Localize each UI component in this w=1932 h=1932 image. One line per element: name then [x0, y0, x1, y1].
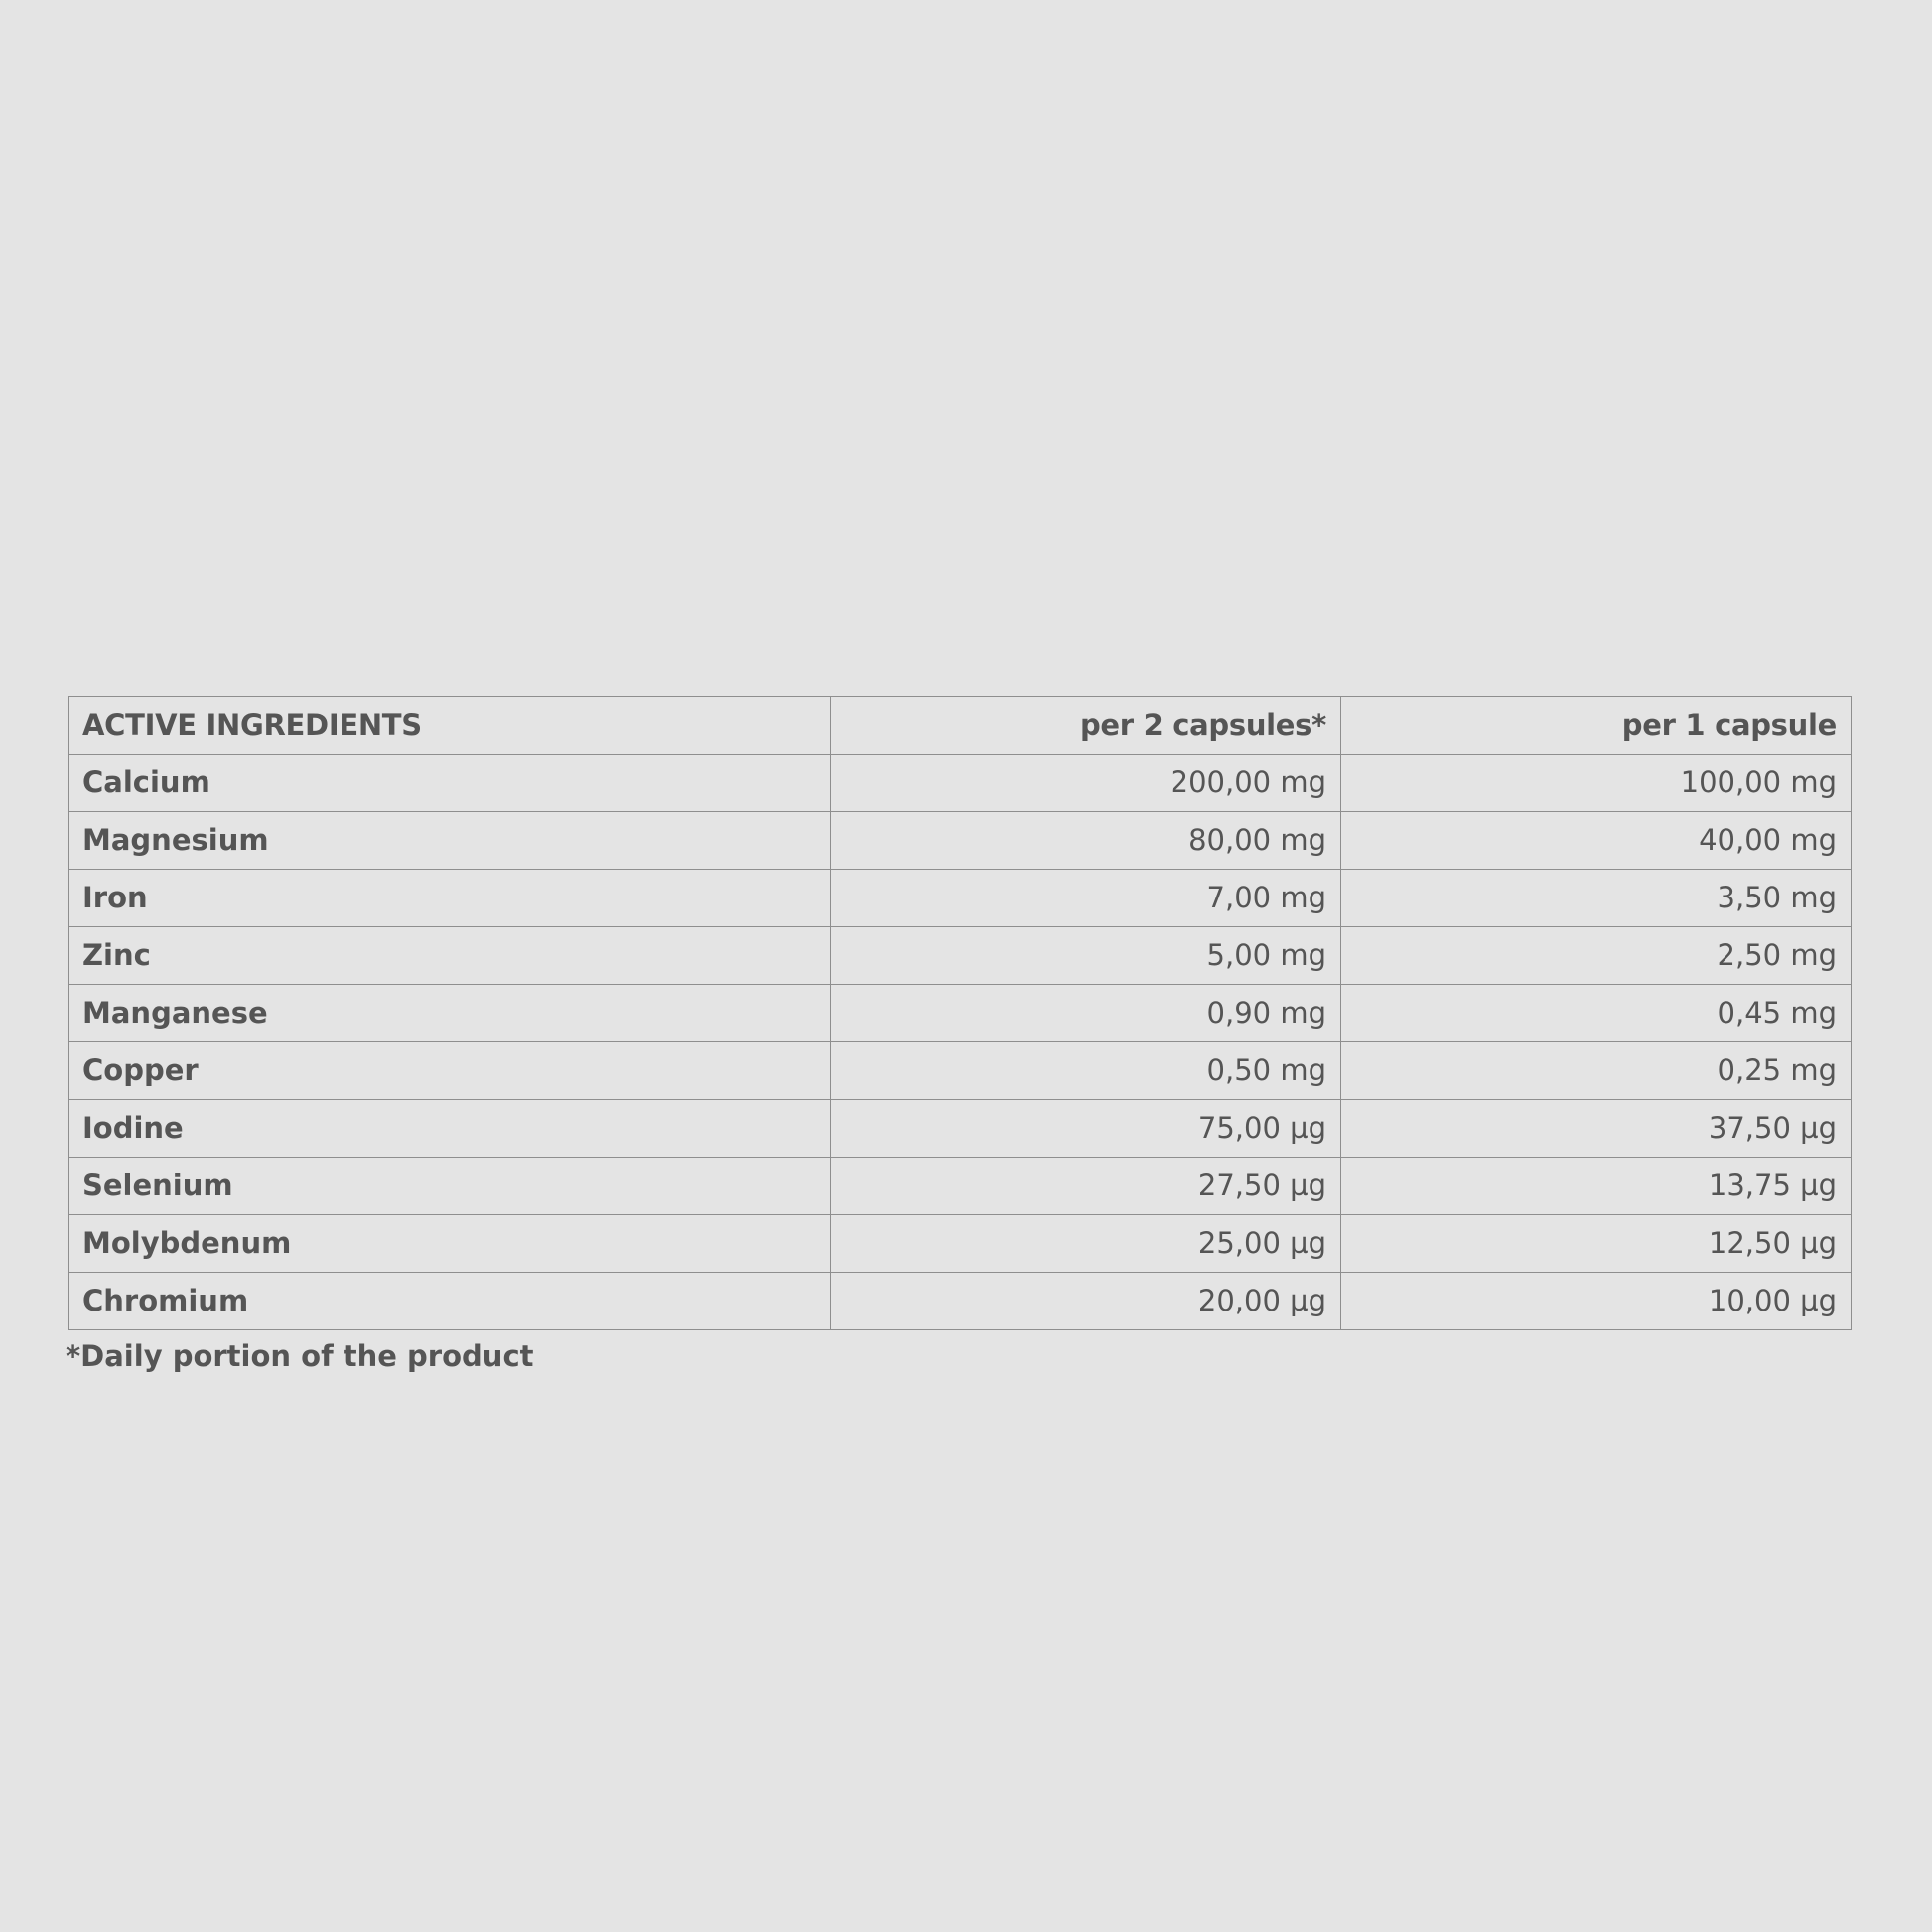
ingredient-name: Calcium [69, 755, 831, 812]
amount-per-1-capsule: 40,00 mg [1341, 812, 1852, 870]
table-row [69, 870, 1852, 927]
ingredient-name: Magnesium [69, 812, 831, 870]
amount-per-2-capsules: 25,00 µg [831, 1215, 1341, 1273]
ingredient-name: Iron [69, 870, 831, 927]
amount-per-1-capsule: 12,50 µg [1341, 1215, 1852, 1273]
ingredient-name: Chromium [69, 1273, 831, 1330]
table-row [69, 1215, 1852, 1273]
table-row [69, 755, 1852, 812]
ingredient-name: Copper [69, 1042, 831, 1100]
amount-per-1-capsule: 13,75 µg [1341, 1158, 1852, 1215]
table-row [69, 1042, 1852, 1100]
amount-per-2-capsules: 200,00 mg [831, 755, 1341, 812]
amount-per-2-capsules: 75,00 µg [831, 1100, 1341, 1158]
amount-per-1-capsule: 3,50 mg [1341, 870, 1852, 927]
ingredient-name: Molybdenum [69, 1215, 831, 1273]
amount-per-2-capsules: 20,00 µg [831, 1273, 1341, 1330]
column-header-ingredient: ACTIVE INGREDIENTS [69, 697, 831, 755]
ingredients-table-container [68, 696, 1851, 1330]
amount-per-2-capsules: 27,50 µg [831, 1158, 1341, 1215]
amount-per-2-capsules: 5,00 mg [831, 927, 1341, 985]
ingredients-table [68, 696, 1852, 1330]
table-row [69, 1100, 1852, 1158]
ingredient-name: Iodine [69, 1100, 831, 1158]
table-row [69, 927, 1852, 985]
table-header-row [69, 697, 1852, 755]
amount-per-1-capsule: 10,00 µg [1341, 1273, 1852, 1330]
amount-per-2-capsules: 0,50 mg [831, 1042, 1341, 1100]
footnote: *Daily portion of the product [66, 1339, 534, 1373]
amount-per-2-capsules: 80,00 mg [831, 812, 1341, 870]
ingredient-name: Selenium [69, 1158, 831, 1215]
table-row [69, 1273, 1852, 1330]
amount-per-2-capsules: 7,00 mg [831, 870, 1341, 927]
column-header-per-2-capsules: per 2 capsules* [831, 697, 1341, 755]
ingredient-name: Manganese [69, 985, 831, 1042]
amount-per-1-capsule: 37,50 µg [1341, 1100, 1852, 1158]
amount-per-1-capsule: 100,00 mg [1341, 755, 1852, 812]
table-row [69, 812, 1852, 870]
column-header-per-1-capsule: per 1 capsule [1341, 697, 1852, 755]
ingredient-name: Zinc [69, 927, 831, 985]
amount-per-1-capsule: 0,25 mg [1341, 1042, 1852, 1100]
table-row [69, 1158, 1852, 1215]
amount-per-1-capsule: 2,50 mg [1341, 927, 1852, 985]
amount-per-2-capsules: 0,90 mg [831, 985, 1341, 1042]
amount-per-1-capsule: 0,45 mg [1341, 985, 1852, 1042]
table-row [69, 985, 1852, 1042]
